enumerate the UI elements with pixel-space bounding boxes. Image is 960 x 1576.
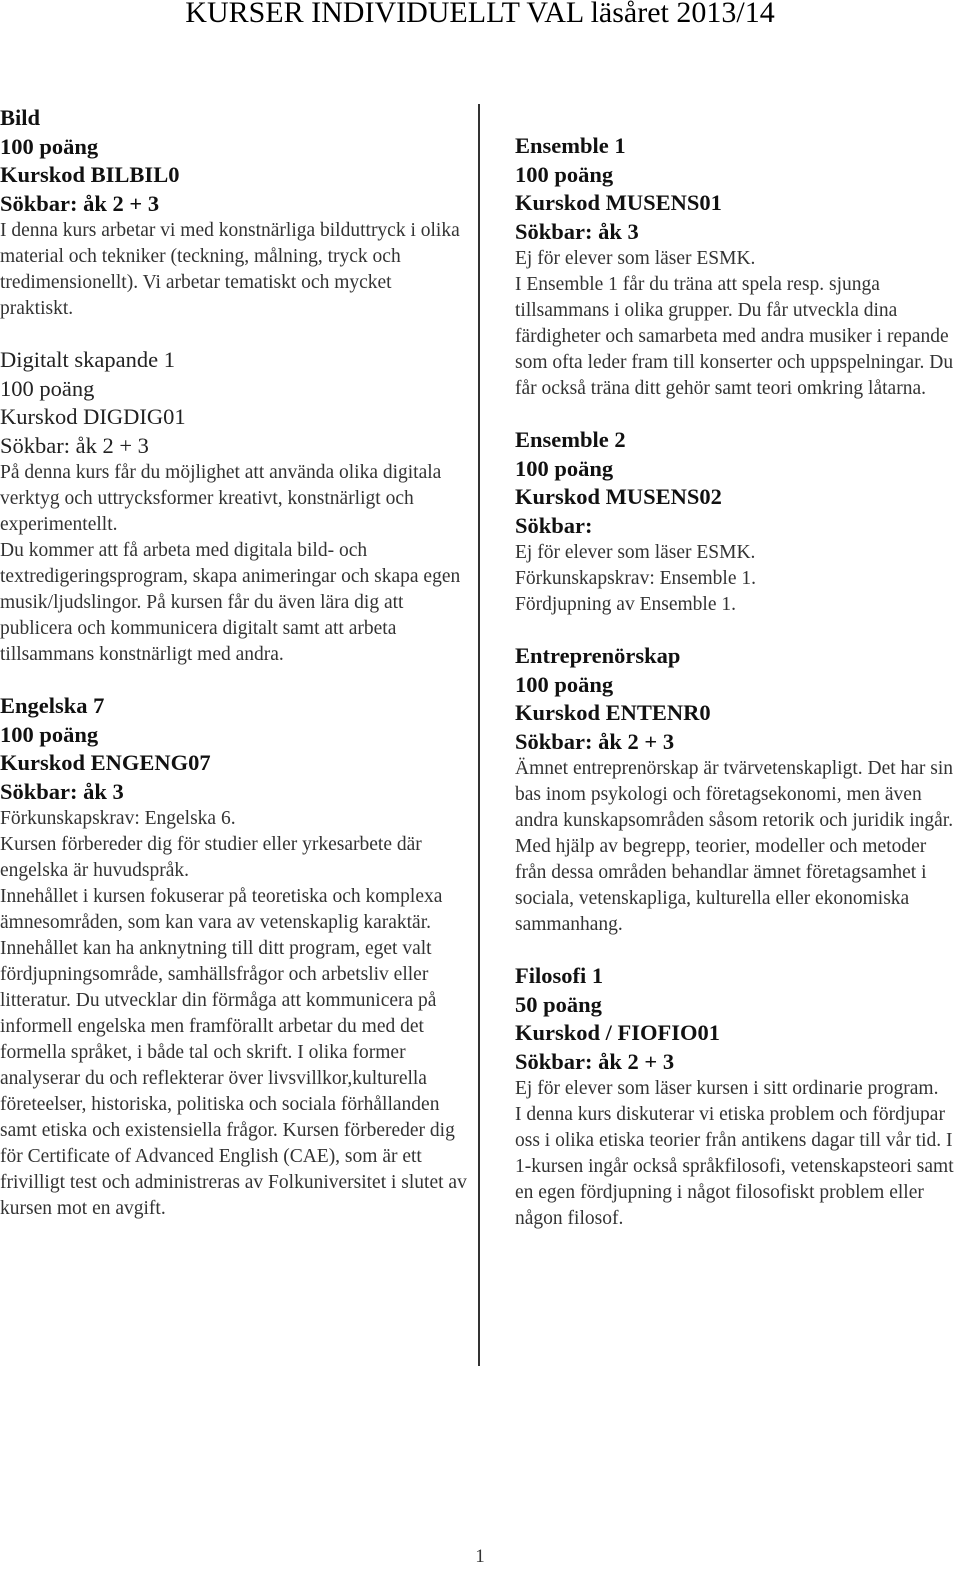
description-paragraph: På denna kurs får du möjlighet att använda olika digitala verktyg och uttrycksformer kreativt, konstnärligt och experimentellt. bbox=[0, 462, 442, 535]
course-description bbox=[515, 540, 960, 618]
description-paragraph: Innehållet i kursen fokuserar på teoretiska och komplexa ämnesområden, som kan vara av vetenskaplig karaktär. Innehållet kan ha anknytning till ditt program, eget valt fördjupningsområde, samhällsfrågor och arbetsliv eller litteratur. Du utvecklar din förmåga att kommunicera på informell engelska men framförallt arbetar du med det formella språket, i både tal och skrift. I olika former analyserar du och reflekterar över livsvillkor,kulturella företeelser, historiska, politiska och sociala förhållanden samt etiska och existensiella frågor. Kursen förbereder dig för Certificate of Advanced English (CAE), som är ett frivilligt test och administreras av Folkuniversitet i slutet av kursen mot en avgift. bbox=[0, 886, 467, 1219]
right-column bbox=[515, 132, 960, 1256]
course-description bbox=[515, 756, 960, 938]
description-paragraph: Fördjupning av Ensemble 1. bbox=[515, 594, 736, 615]
course-applicable: Sökbar: åk 2 + 3 bbox=[0, 432, 149, 458]
course-code: Kurskod MUSENS01 bbox=[515, 190, 722, 215]
course-points: 50 poäng bbox=[515, 991, 602, 1017]
column-divider bbox=[478, 104, 480, 1366]
course-name: Ensemble 2 bbox=[515, 427, 626, 452]
description-paragraph: Ej för elever som läser kursen i sitt ordinarie program. bbox=[515, 1078, 939, 1099]
course-ensemble-1 bbox=[515, 132, 960, 402]
course-applicable: Sökbar: åk 2 + 3 bbox=[515, 1048, 675, 1074]
course-code: Kurskod / FIOFIO01 bbox=[515, 1020, 721, 1045]
description-paragraph: Kursen förbereder dig för studier eller yrkesarbete där engelska är huvudspråk. bbox=[0, 834, 422, 881]
course-applicable: Sökbar: bbox=[515, 512, 593, 538]
course-code: Kurskod ENTENR0 bbox=[515, 700, 711, 725]
description-paragraph: Ämnet entreprenörskap är tvärvetenskapligt. Det har sin bas inom psykologi och företagsekonomi, men även andra kunskapsområden såsom retorik och juridik ingår. Med hjälp av begrepp, teorier, modeller och metoder från dessa områden behandlar ämnet företagsamhet i sociala, vetenskapliga, kulturella eller ekonomiska sammanhang. bbox=[515, 758, 954, 935]
course-description bbox=[515, 246, 960, 402]
course-applicable: Sökbar: åk 3 bbox=[0, 778, 124, 804]
course-name: Ensemble 1 bbox=[515, 133, 626, 158]
course-description bbox=[515, 1076, 960, 1232]
description-paragraph: I Ensemble 1 får du träna att spela resp. sjunga tillsammans i olika grupper. Du får utveckla dina färdigheter och samarbeta med andra musiker i repande som ofta leder fram till konserter och uppspelningar. Du får också träna ditt gehör samt teori omkring låtarna. bbox=[515, 274, 954, 399]
course-points: 100 poäng bbox=[515, 455, 614, 481]
description-paragraph: Förkunskapskrav: Engelska 6. bbox=[0, 808, 236, 829]
page-title: KURSER INDIVIDUELLT VAL läsåret 2013/14 bbox=[185, 0, 775, 29]
course-code: Kurskod MUSENS02 bbox=[515, 484, 722, 509]
course-name: Digitalt skapande 1 bbox=[0, 347, 175, 372]
course-code: Kurskod DIGDIG01 bbox=[0, 404, 186, 429]
description-paragraph: Ej för elever som läser ESMK. bbox=[515, 248, 756, 269]
course-code: Kurskod BILBIL0 bbox=[0, 162, 180, 187]
page-number: 1 bbox=[475, 1546, 485, 1567]
left-column bbox=[0, 104, 468, 1246]
course-name: Bild bbox=[0, 105, 41, 130]
description-paragraph: Du kommer att få arbeta med digitala bild- och textredigeringsprogram, skapa animeringar och skapa egen musik/ljudslingor. På kursen får du även lära dig att publicera och kommunicera digitalt samt att arbeta tillsammans konstnärligt med andra. bbox=[0, 540, 461, 665]
course-points: 100 poäng bbox=[0, 375, 95, 401]
course-name: Engelska 7 bbox=[0, 693, 105, 718]
course-engelska-7 bbox=[0, 692, 468, 1222]
description-paragraph: Förkunskapskrav: Ensemble 1. bbox=[515, 568, 757, 589]
course-applicable: Sökbar: åk 2 + 3 bbox=[515, 728, 675, 754]
course-name: Filosofi 1 bbox=[515, 963, 604, 988]
course-points: 100 poäng bbox=[515, 671, 614, 697]
course-description bbox=[0, 218, 468, 322]
course-description bbox=[0, 806, 468, 1222]
course-code: Kurskod ENGENG07 bbox=[0, 750, 211, 775]
course-digitalt-skapande bbox=[0, 346, 468, 668]
course-entreprenorskap bbox=[515, 642, 960, 938]
course-points: 100 poäng bbox=[0, 721, 99, 747]
description-paragraph: Ej för elever som läser ESMK. bbox=[515, 542, 756, 563]
course-applicable: Sökbar: åk 3 bbox=[515, 218, 639, 244]
course-filosofi-1 bbox=[515, 962, 960, 1232]
course-points: 100 poäng bbox=[515, 161, 614, 187]
description-paragraph: I denna kurs arbetar vi med konstnärliga bilduttryck i olika material och tekniker (teckning, målning, tryck och tredimensionellt). Vi arbetar tematiskt och mycket praktiskt. bbox=[0, 220, 460, 319]
course-ensemble-2 bbox=[515, 426, 960, 618]
course-points: 100 poäng bbox=[0, 133, 99, 159]
course-name: Entreprenörskap bbox=[515, 643, 681, 668]
course-description bbox=[0, 460, 468, 668]
course-bild bbox=[0, 104, 468, 322]
course-applicable: Sökbar: åk 2 + 3 bbox=[0, 190, 160, 216]
description-paragraph: I denna kurs diskuterar vi etiska problem och fördjupar oss i olika etiska teorier från antikens dagar till vår tid. I 1-kursen ingår också språkfilosofi, vetenskapsteori samt en egen fördjupning i något filosofiskt problem eller någon filosof. bbox=[515, 1104, 954, 1229]
